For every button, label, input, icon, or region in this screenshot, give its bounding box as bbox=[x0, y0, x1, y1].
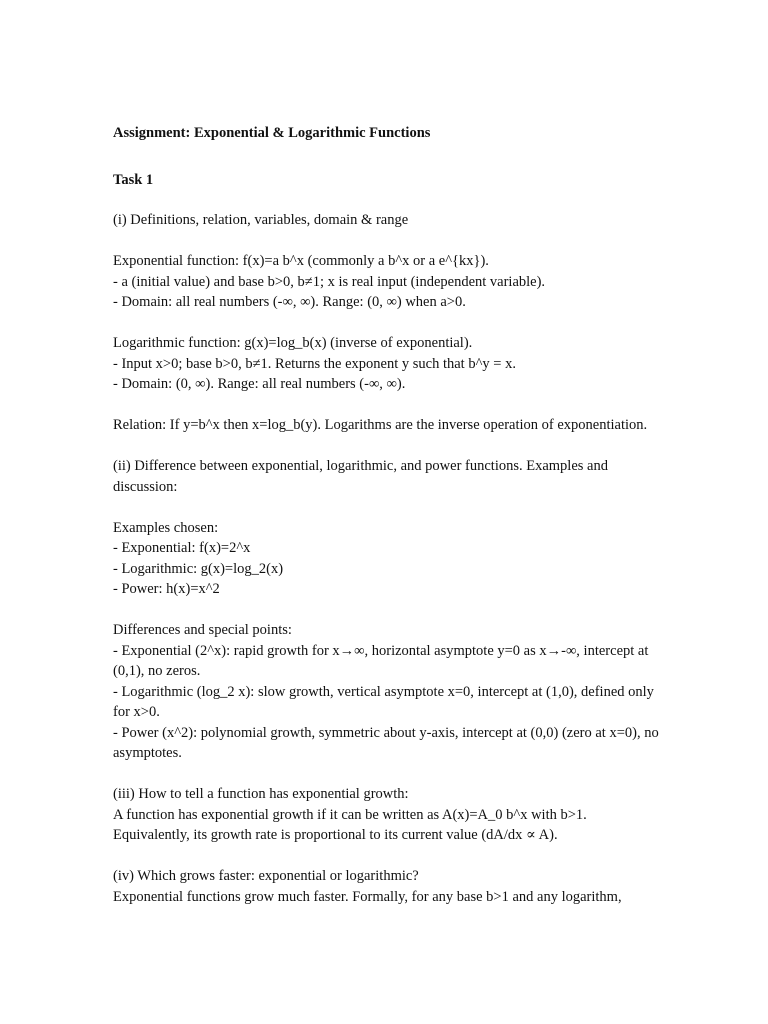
text-line: - a (initial value) and base b>0, b≠1; x is real input (independent variable). bbox=[113, 273, 546, 290]
text-line: - Domain: all real numbers (-∞, ∞). Range: (0, ∞) when a>0. bbox=[113, 294, 466, 310]
relation-paragraph bbox=[113, 415, 673, 436]
examples-list bbox=[113, 518, 673, 600]
text-line: Relation: If y=b^x then x=log_b(y). Logarithms are the inverse operation of exponentiation. bbox=[113, 417, 648, 433]
list-item: - Logarithmic: g(x)=log_2(x) bbox=[113, 560, 284, 577]
text-line: Exponential functions grow much faster. Formally, for any base b>1 and any logarithm, bbox=[113, 888, 622, 905]
logarithmic-definition bbox=[113, 333, 673, 395]
list-item: - Power (x^2): polynomial growth, symmetric about y-axis, intercept at (0,0) (zero at x=0), no asymptotes. bbox=[113, 724, 659, 761]
task-heading: Task 1 bbox=[113, 171, 154, 188]
text-line: (iv) Which grows faster: exponential or logarithmic? bbox=[113, 868, 419, 884]
list-item: - Logarithmic (log_2 x): slow growth, vertical asymptote x=0, intercept at (1,0), defined only for x>0. bbox=[113, 683, 654, 720]
section-i-heading bbox=[113, 210, 673, 231]
text-line: Differences and special points: bbox=[113, 622, 292, 638]
list-item: - Power: h(x)=x^2 bbox=[113, 581, 220, 597]
document-page bbox=[113, 123, 673, 928]
text-line: Exponential function: f(x)=a b^x (commonly a b^x or a e^{kx}). bbox=[113, 253, 489, 269]
exponential-definition bbox=[113, 251, 673, 313]
text-line: Examples chosen: bbox=[113, 519, 219, 536]
differences-list bbox=[113, 620, 673, 764]
text-line: - Domain: (0, ∞). Range: all real numbers (-∞, ∞). bbox=[113, 376, 406, 392]
list-item: - Exponential: f(x)=2^x bbox=[113, 540, 251, 556]
list-item: - Exponential (2^x): rapid growth for x→∞, horizontal asymptote y=0 as x→-∞, intercept at (0,1), no zeros. bbox=[113, 642, 649, 679]
text-line: (iii) How to tell a function has exponential growth: bbox=[113, 786, 409, 802]
growth-comparison-section bbox=[113, 866, 673, 907]
document-title: Assignment: Exponential & Logarithmic Functions bbox=[113, 125, 431, 141]
text-line: Logarithmic function: g(x)=log_b(x) (inverse of exponential). bbox=[113, 335, 473, 351]
text-line: A function has exponential growth if it can be written as A(x)=A_0 b^x with b>1. bbox=[113, 806, 587, 823]
exponential-growth-section bbox=[113, 784, 673, 846]
section-ii-heading bbox=[113, 456, 673, 497]
text-line: Equivalently, its growth rate is proportional to its current value (dA/dx ∝ A). bbox=[113, 827, 558, 843]
text-line: (ii) Difference between exponential, logarithmic, and power functions. Examples and discussion: bbox=[113, 458, 608, 495]
text-line: - Input x>0; base b>0, b≠1. Returns the exponent y such that b^y = x. bbox=[113, 355, 516, 372]
text-line: (i) Definitions, relation, variables, domain & range bbox=[113, 212, 409, 228]
